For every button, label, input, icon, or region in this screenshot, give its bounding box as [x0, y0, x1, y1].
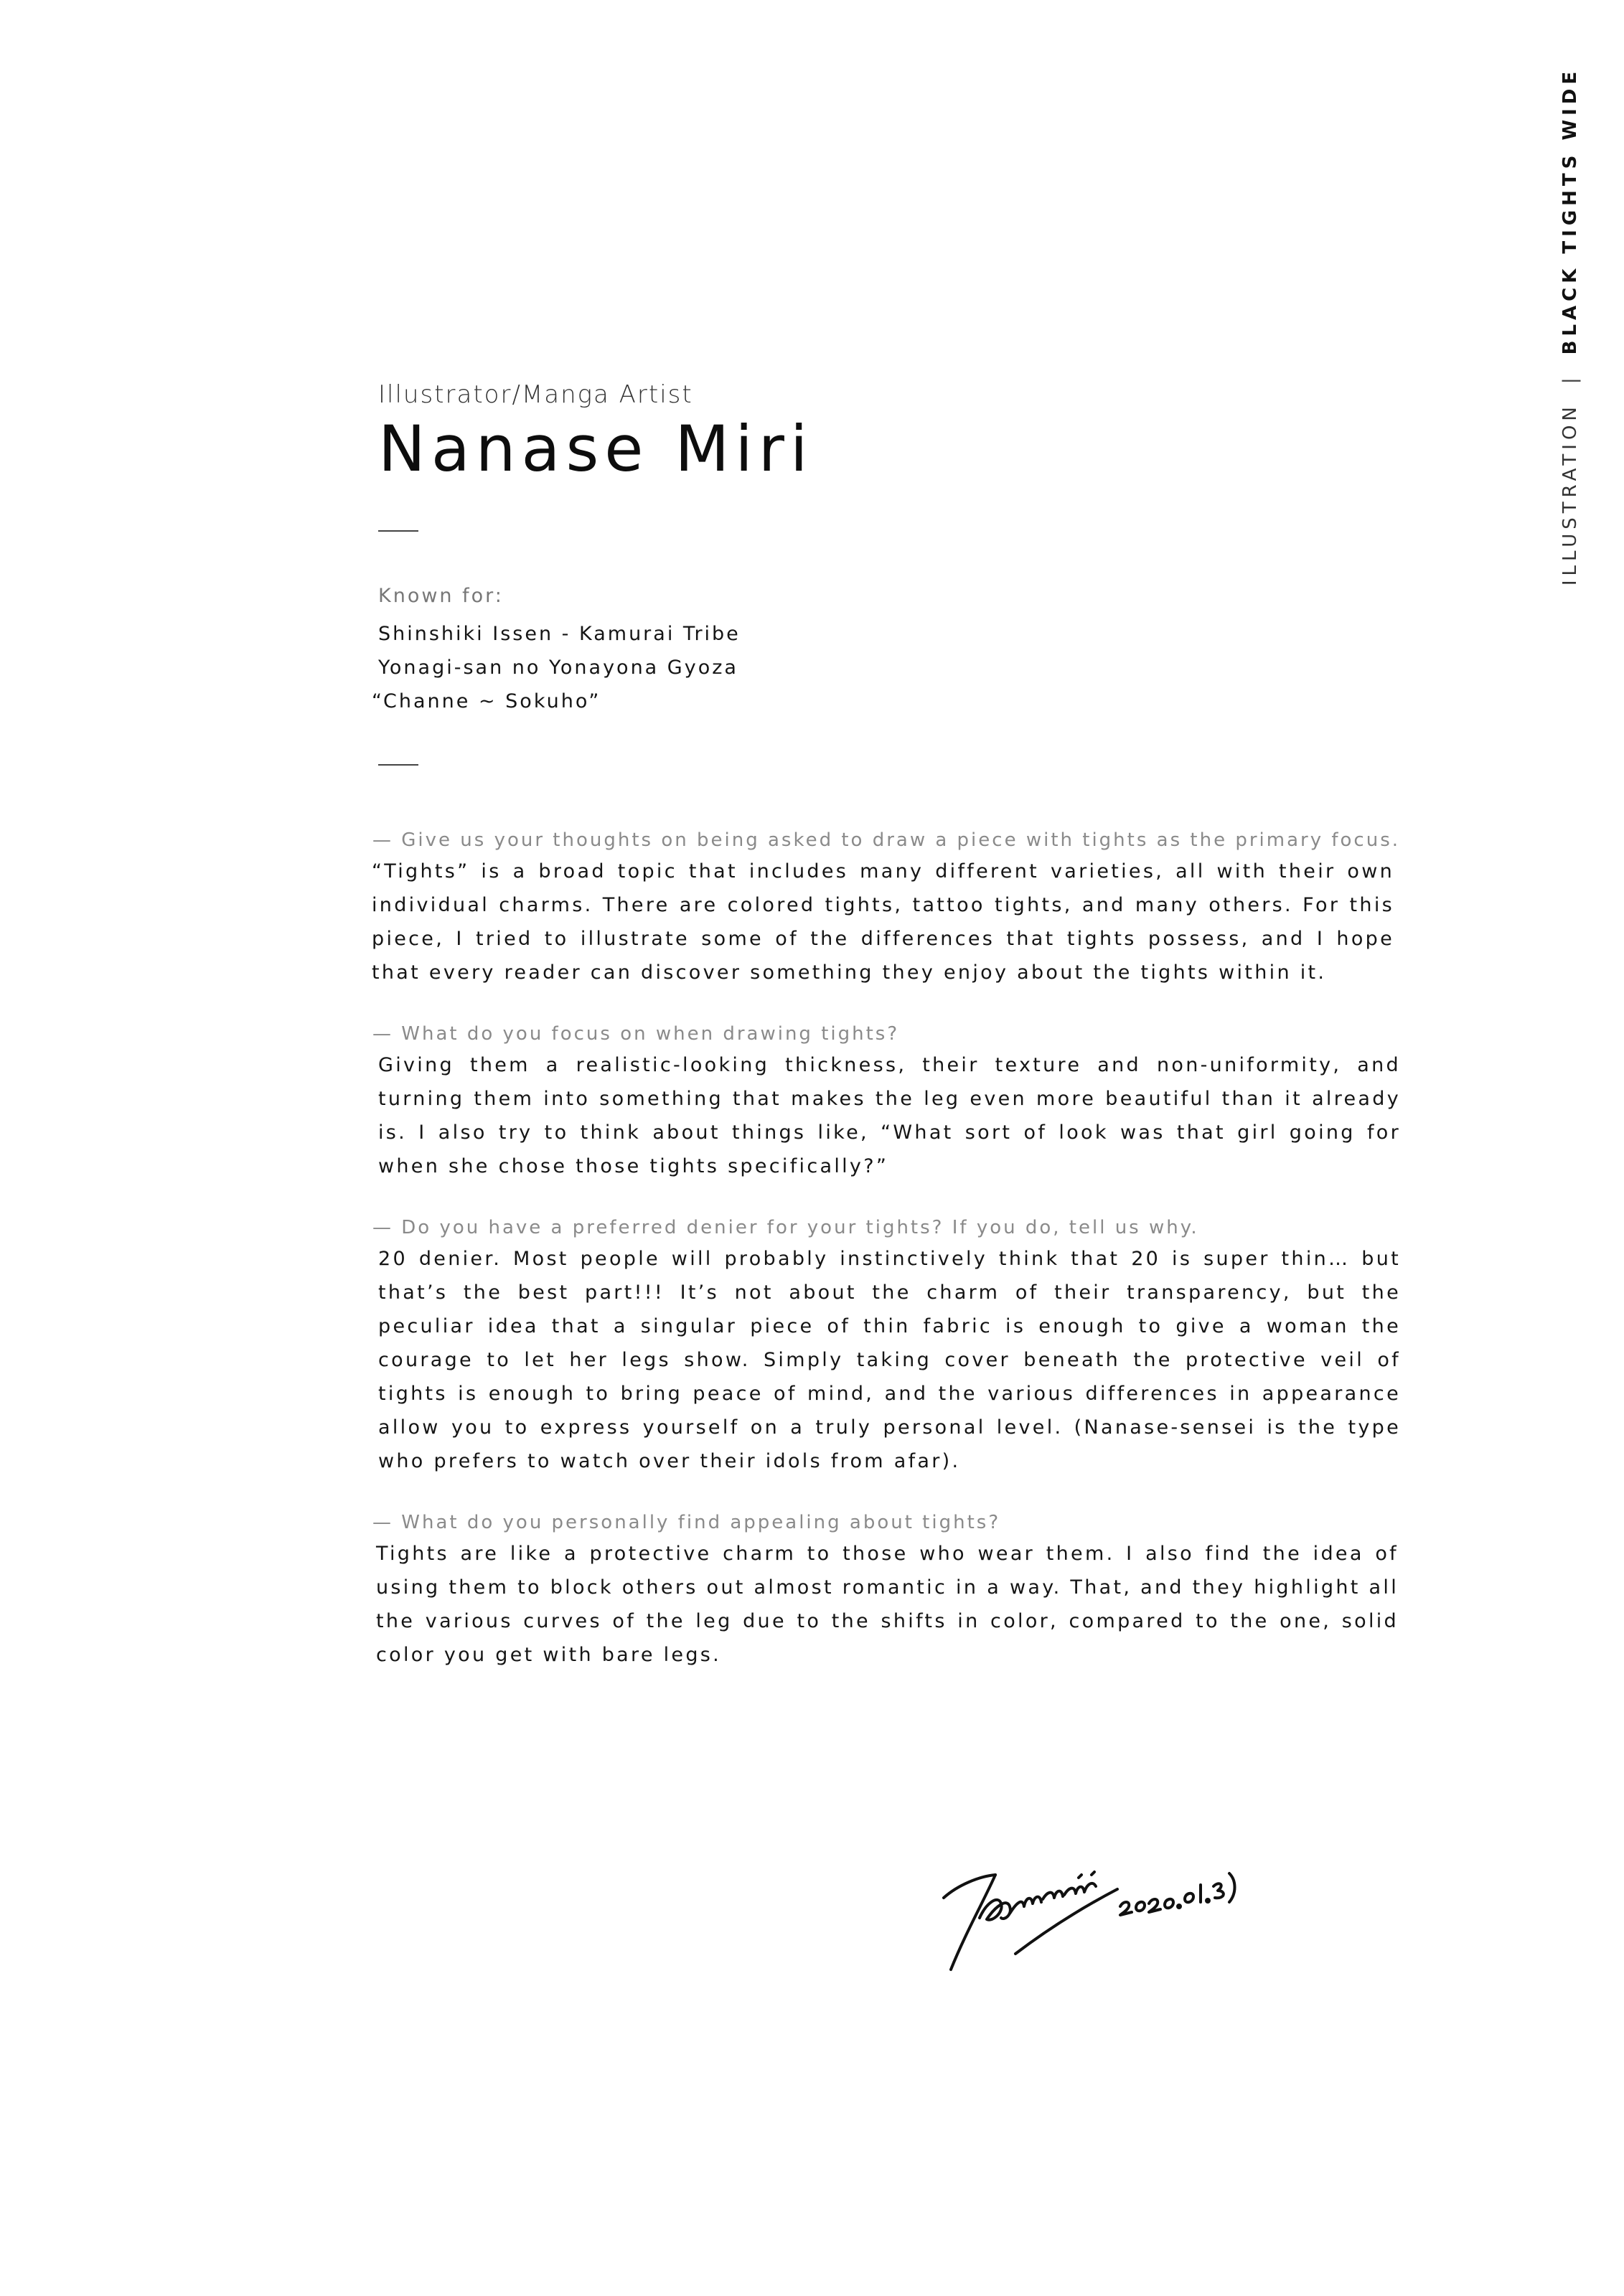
interview-question: — Do you have a preferred denier for your tights? If you do, tell us why.: [372, 1216, 1199, 1238]
interview-answer: 20 denier. Most people will probably instinctively think that 20 is super thin… but that’s the best part!!! It’s not about the charm of their transparency, but the peculiar idea that a singular piece of thin fabric is enough to give a woman the courage to let her legs show. Simply taking cover beneath the protective veil of tights is enough to bring peace of mind, and the various differences in appearance allow you to express yourself on a truly personal level. (Nanase-sensei is the type who prefers to watch over their idols from afar).: [378, 1247, 1401, 1472]
known-for-item: Shinshiki Issen - Kamurai Tribe: [378, 622, 741, 645]
known-for-section: [372, 584, 1419, 718]
profile-content: [372, 380, 1419, 1702]
qa-item: [372, 1020, 1419, 1183]
section-title: BLACK TIGHTS WIDE: [1559, 67, 1581, 355]
interview-qa-list: [372, 826, 1419, 1672]
interview-answer: “Tights” is a broad topic that includes many different varieties, all with their own individual charms. There are colored tights, tattoo tights, and many others. For this piece, I tried to illustrate some of the differences that tights possess, and I hope that every reader can discover something they enjoy about the tights within it.: [372, 860, 1394, 984]
known-for-item: Yonagi-san no Yonayona Gyoza: [378, 656, 738, 679]
interview-question: — What do you personally find appealing about tights?: [372, 1511, 1001, 1533]
artist-role: Illustrator/Manga Artist: [378, 380, 693, 409]
interview-question: — Give us your thoughts on being asked to draw a piece with tights as the primary focus.: [372, 829, 1401, 851]
vertical-section-label: [1556, 50, 1585, 603]
known-for-label: Known for:: [378, 584, 504, 607]
signature-drawing: [929, 1833, 1267, 1977]
artist-name: Nanase Miri: [378, 412, 814, 486]
handwritten-signature: [929, 1833, 1267, 1977]
qa-item: [372, 1508, 1419, 1672]
section-separator: |: [1559, 373, 1581, 385]
qa-item: [372, 1213, 1419, 1478]
known-for-item: “Channe ~ Sokuho”: [372, 690, 601, 712]
interview-answer: Giving them a realistic-looking thickness, their texture and non-uniformity, and turning them into something that makes the leg even more beautiful than it already is. I also try to think about things like, “What sort of look was that girl going for when she chose those tights specifically?”: [378, 1053, 1401, 1177]
divider-dash: [378, 530, 418, 532]
qa-item: [372, 826, 1419, 989]
section-category: ILLUSTRATION: [1559, 403, 1581, 586]
interview-question: — What do you focus on when drawing tights?: [372, 1022, 900, 1045]
interview-answer: Tights are like a protective charm to those who wear them. I also find the idea of using them to block others out almost romantic in a way. That, and they highlight all the various curves of the leg due to the shifts in color, compared to the one, solid color you get with bare legs.: [376, 1542, 1399, 1666]
divider-dash: [378, 764, 418, 766]
